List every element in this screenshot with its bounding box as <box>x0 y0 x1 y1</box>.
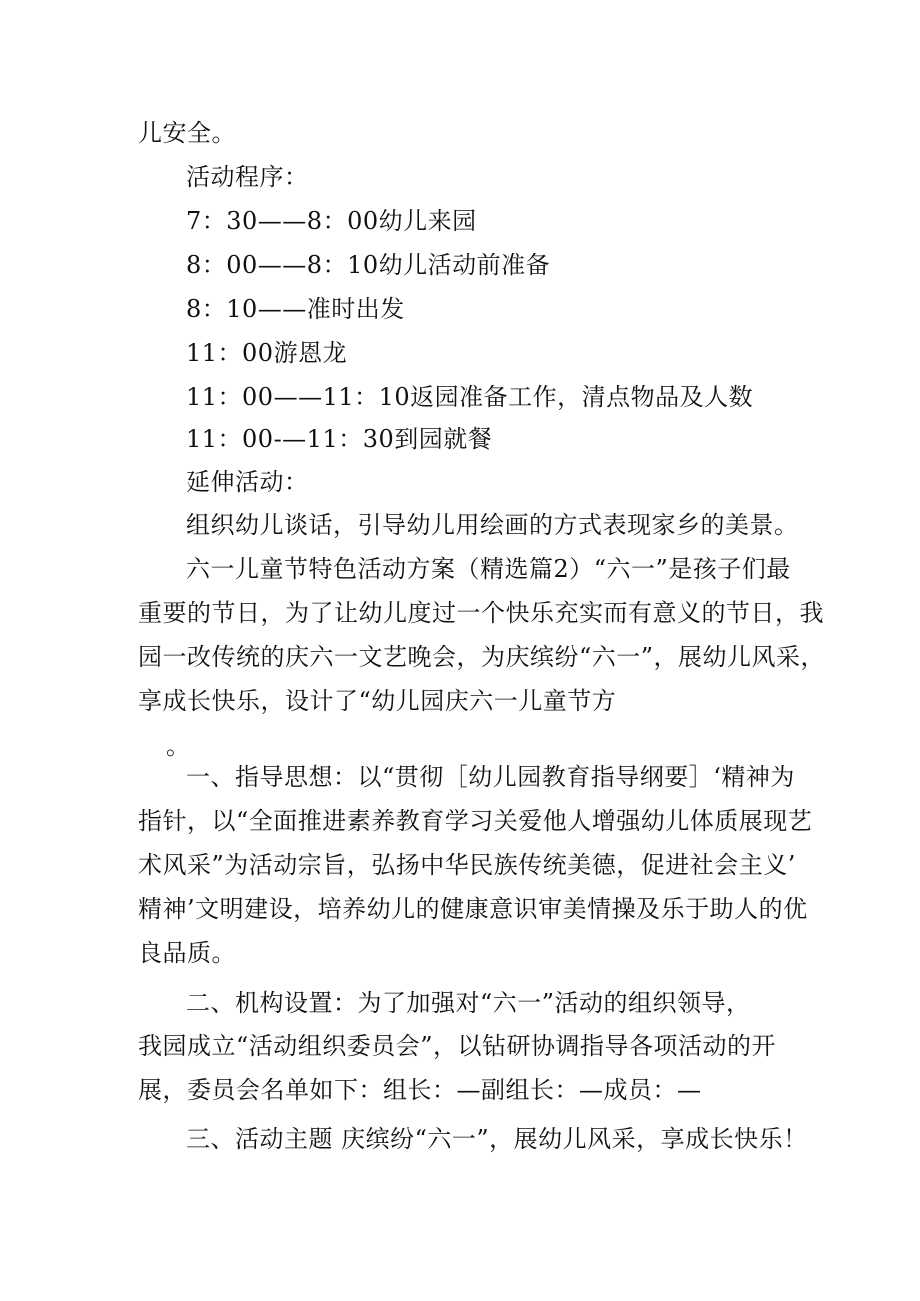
text-line: 活动程序： <box>186 163 309 191</box>
text-line: 8：10——准时出发 <box>186 295 405 323</box>
text-line: 良品质。 <box>138 939 236 967</box>
text-line: 三、活动主题 庆缤纷“六一”，展幼儿风采，享成长快乐！ <box>186 1125 808 1153</box>
text-line: 8：00——8：10幼儿活动前准备 <box>186 251 551 279</box>
text-line: 。 <box>166 732 191 760</box>
text-line: 11：00游恩龙 <box>186 339 348 367</box>
text-line: 重要的节日，为了让幼儿度过一个快乐充实而有意义的节日，我 <box>138 599 824 627</box>
text-line: 一、指导思想：以“贯彻［幼儿园教育指导纲要］‘精神为 <box>186 763 795 791</box>
text-line: 展，委员会名单如下：组长：—副组长：—成员：— <box>138 1076 702 1104</box>
text-line: 二、机构设置：为了加强对“六一”活动的组织领导， <box>186 989 751 1017</box>
text-line: 延伸活动： <box>186 468 309 496</box>
text-line: 11：00——11：10返园准备工作，清点物品及人数 <box>186 383 754 411</box>
text-line: 组织幼儿谈话，引导幼儿用绘画的方式表现家乡的美景。 <box>186 511 799 539</box>
text-line: 儿安全。 <box>138 119 236 147</box>
text-line: 精神’文明建设，培养幼儿的健康意识审美情操及乐于助人的优 <box>138 895 808 923</box>
text-line: 我园成立“活动组织委员会”，以钻研协调指导各项活动的开 <box>138 1032 777 1060</box>
text-line: 享成长快乐，设计了“幼儿园庆六一儿童节方 <box>138 687 617 715</box>
text-line: 11：00-—11：30到园就餐 <box>186 425 493 453</box>
text-line: 指针，以“全面推进素养教育学习关爱他人增强幼儿体质展现艺 <box>138 807 813 835</box>
text-line: 术风采”为活动宗旨，弘扬中华民族传统美德，促进社会主义’ <box>138 851 796 879</box>
text-line: 7：30——8：00幼儿来园 <box>186 207 477 235</box>
text-line: 六一儿童节特色活动方案（精选篇2）“六一”是孩子们最 <box>186 555 791 583</box>
text-line: 园一改传统的庆六一文艺晚会，为庆缤纷“六一”，展幼儿风采， <box>138 643 826 671</box>
